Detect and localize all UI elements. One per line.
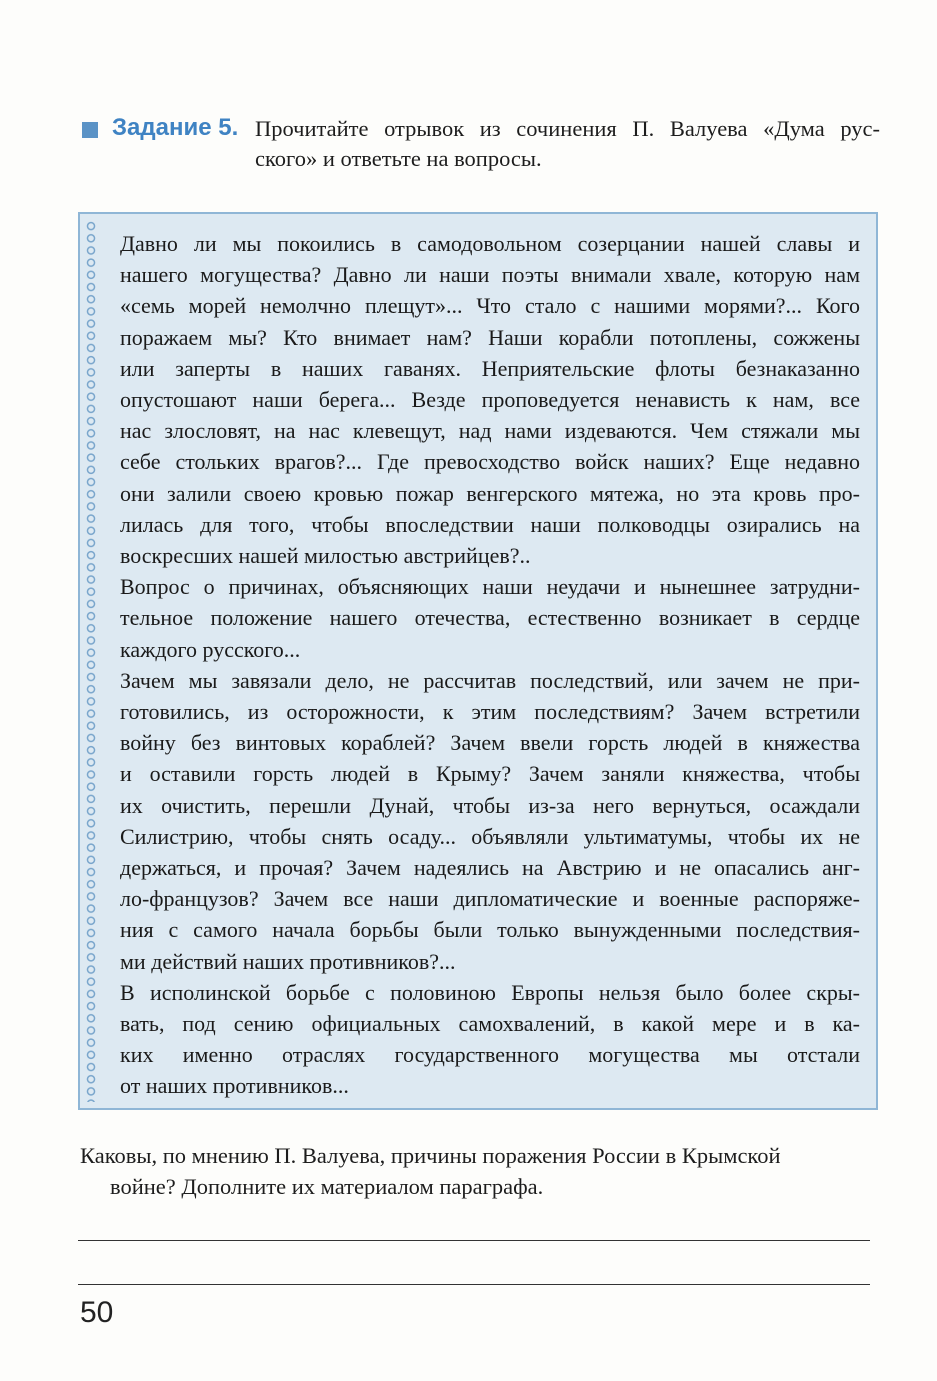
quote-line: ния с самого начала борьбы были только вынужденными последствия- xyxy=(120,917,860,943)
task-square-icon xyxy=(82,122,98,138)
task-line: Прочитайте отрывок из сочинения П. Валуева «Дума рус- xyxy=(255,116,880,141)
quote-line: ло-французов? Зачем все наши дипломатические и военные распоряже- xyxy=(120,886,860,912)
quote-line: Силистрию, чтобы снять осаду... объявляли ультиматумы, чтобы их не xyxy=(120,823,860,849)
quote-line: или заперты в наших гаванях. Неприятельские флоты безнаказанно xyxy=(120,355,860,381)
answer-line[interactable] xyxy=(78,1240,870,1241)
question xyxy=(80,1140,880,1202)
quote-line: каждого русского... xyxy=(120,636,301,662)
quote-line: воскресших нашей милостью австрийцев?.. xyxy=(120,543,531,569)
quote-line: держаться, и прочая? Зачем надеялись на Австрию и не опасались анг- xyxy=(120,855,860,881)
task-line: ского» и ответьте на вопросы. xyxy=(255,146,542,171)
quote-line: от наших противников... xyxy=(120,1073,349,1099)
quote-line: и оставили горсть людей в Крыму? Зачем заняли княжества, чтобы xyxy=(120,761,860,787)
answer-line[interactable] xyxy=(78,1284,870,1285)
quote-line: их очистить, перешли Дунай, чтобы из-за него вернуться, осаждали xyxy=(120,792,860,818)
task-instructions xyxy=(255,114,880,174)
quote-text xyxy=(120,228,860,1102)
quote-line: Зачем мы завязали дело, не рассчитав последствий, или зачем не при- xyxy=(120,667,860,693)
quote-line: ких именно отраслях государственного могущества мы отстали xyxy=(120,1042,860,1068)
quote-line: они залили своею кровью пожар венгерского мятежа, но эта кровь про- xyxy=(120,480,860,506)
quote-line: «семь морей немолчно плещут»... Что стало с нашими морями?... Кого xyxy=(120,293,860,319)
question-line: войне? Дополните их материалом параграфа. xyxy=(110,1174,544,1199)
quote-line: вать, под сению официальных самохвалений, в какой мере и в ка- xyxy=(120,1011,860,1037)
quote-box xyxy=(78,212,878,1110)
quote-line: тельное положение нашего отечества, естественно возникает в сердце xyxy=(120,605,860,631)
task-label: Задание 5. xyxy=(112,114,239,141)
quote-line: ми действий наших противников?... xyxy=(120,948,456,974)
quote-line: Вопрос о причинах, объясняющих наши неудачи и нынешнее затрудни- xyxy=(120,574,860,600)
quote-line: нас злословят, на нас клевещут, над нами издеваются. Чем стяжали мы xyxy=(120,418,860,444)
quote-line: войну без винтовых кораблей? Зачем ввели горсть людей в княжества xyxy=(120,730,860,756)
quote-line: нашего могущества? Давно ли наши поэты внимали хвале, которую нам xyxy=(120,262,860,288)
notebook-rings-decoration xyxy=(86,220,96,1102)
question-line: Каковы, по мнению П. Валуева, причины поражения России в Крымской xyxy=(80,1143,781,1168)
quote-line: готовились, из осторожности, к этим последствиям? Зачем встретили xyxy=(120,699,860,725)
quote-line: В исполинской борьбе с половиною Европы нельзя было более скры- xyxy=(120,979,860,1005)
quote-line: опустошают наши берега... Везде проповедуется ненависть к нам, все xyxy=(120,387,860,413)
quote-line: поражаем мы? Кто внимает нам? Наши корабли потоплены, сожжены xyxy=(120,324,860,350)
page-number: 50 xyxy=(80,1296,114,1329)
quote-line: Давно ли мы покоились в самодовольном созерцании нашей славы и xyxy=(120,231,860,256)
quote-line: себе стольких врагов?... Где превосходство войск наших? Еще недавно xyxy=(120,449,860,475)
quote-line: лилась для того, чтобы впоследствии наши полководцы озирались на xyxy=(120,511,860,537)
